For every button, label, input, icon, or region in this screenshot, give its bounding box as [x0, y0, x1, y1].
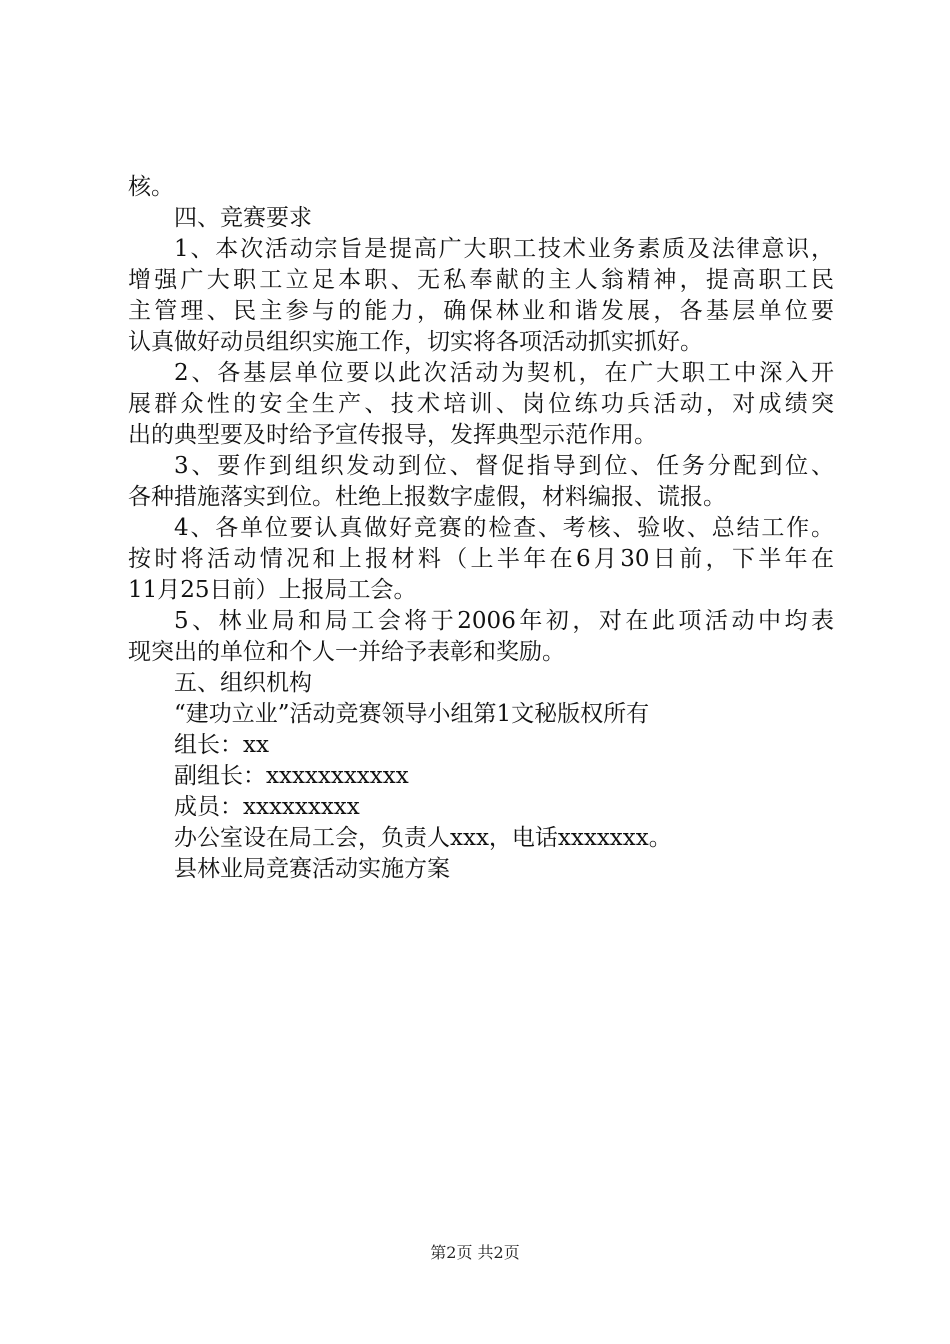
paragraph-line: 核。: [128, 174, 174, 200]
paragraph-line: 成员：xxxxxxxxx: [174, 794, 360, 820]
paragraph-line: 副组长：xxxxxxxxxxx: [174, 763, 409, 789]
paragraph-line: 县林业局竞赛活动实施方案: [174, 856, 450, 882]
paragraph-line: 3、要作到组织发动到位、督促指导到位、任务分配到位、: [174, 453, 834, 479]
paragraph-line: 出的典型要及时给予宣传报导，发挥典型示范作用。: [128, 422, 657, 448]
paragraph-line: 现突出的单位和个人一并给予表彰和奖励。: [128, 639, 565, 665]
paragraph-line: 2、各基层单位要以此次活动为契机，在广大职工中深入开: [174, 360, 834, 386]
paragraph-line: 主管理、民主参与的能力，确保林业和谐发展，各基层单位要: [128, 298, 834, 324]
paragraph-line: 5、林业局和局工会将于2006年初，对在此项活动中均表: [174, 608, 834, 634]
paragraph-line: 展群众性的安全生产、技术培训、岗位练功兵活动，对成绩突: [128, 391, 834, 417]
page-footer: 第2页 共2页: [430, 1243, 520, 1262]
paragraph-line: 增强广大职工立足本职、无私奉献的主人翁精神，提高职工民: [128, 267, 834, 293]
paragraph-line: “建功立业”活动竞赛领导小组第1文秘版权所有: [174, 701, 650, 727]
paragraph-line: 4、各单位要认真做好竞赛的检查、考核、验收、总结工作。: [174, 515, 834, 541]
paragraph-line: 11月25日前）上报局工会。: [128, 577, 417, 603]
paragraph-line: 四、竞赛要求: [174, 205, 312, 231]
paragraph-line: 五、组织机构: [174, 670, 312, 696]
paragraph-line: 各种措施落实到位。杜绝上报数字虚假，材料编报、谎报。: [128, 484, 726, 510]
paragraph-line: 办公室设在局工会，负责人xxx，电话xxxxxxx。: [174, 825, 672, 851]
paragraph-line: 组长：xx: [174, 732, 269, 758]
paragraph-line: 1、本次活动宗旨是提高广大职工技术业务素质及法律意识，: [174, 236, 834, 262]
paragraph-line: 认真做好动员组织实施工作，切实将各项活动抓实抓好。: [128, 329, 703, 355]
document-body: [128, 172, 834, 885]
paragraph-line: 按时将活动情况和上报材料（上半年在6月30日前，下半年在: [128, 546, 834, 572]
